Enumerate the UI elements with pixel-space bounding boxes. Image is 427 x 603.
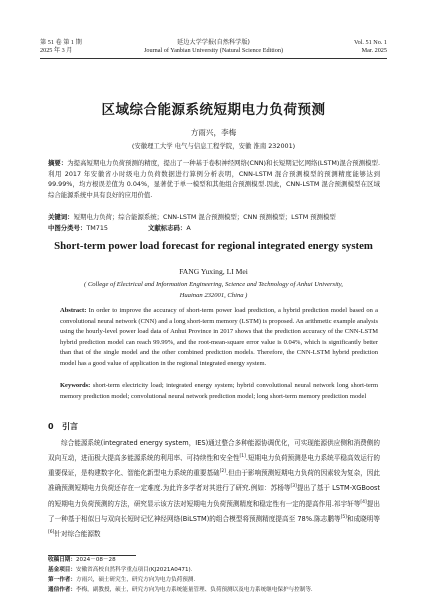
fund-label: 基金项目： [48,567,76,573]
abstract-cn-text: 为提高短期电力负荷预测的精度，提出了一种基于卷积神经网络(CNN)和长短期记忆网络(LSTM)混合预测模型.利用 2017 年安徽省小时级电力负荷数据进行算例分析表明，CNN-LSTM 混合预测模型的预测精度能够达到 99.99%，均方根误差值为 0.04%，显著优于单一模型和其他组合预测模型.因此，CNN-LSTM 混合预测模型在区域综合能源系统中具有良好的应用价值. [48,159,381,199]
section-title: 引言 [62,422,78,431]
citation-ref-3[interactable]: [3] [290,484,297,490]
affiliation-cn: (安徽理工大学 电气与信息工程学院，安徽 淮南 232001) [131,142,296,150]
header-journal-cn: 延边大学学报(自然科学版) [177,39,250,46]
citation-ref-6[interactable]: [6] [48,529,55,535]
abstract-cn-label: 摘要： [48,159,68,167]
header-vol-en: Vol. 51 No. 1 [353,39,387,46]
footnote-first-author [48,575,380,585]
paper-title-cn: 区域综合能源系统短期电力负荷预测 [101,102,326,118]
abstract-en-text: In order to improve the accuracy of short-term power load prediction, a hybrid prediction model based on a convolutional neural network (CNN) and a long short-term memory (LSTM) is proposed. An arithmetic example analysis using the hourly-level power load data of Anhui Province in 2017 shows that the prediction accuracy of the CNN-LSTM hybrid prediction model can reach 99.99%, and the root-mean-square error value is 0.04%, which is significantly better than that of the single model and the other combined prediction models. Therefore, the CNN-LSTM hybrid prediction model has a good value of application in the regional integrated energy system. [60,307,378,367]
intro-text-4: 提出了基于 LSTM-XGBoost 的短期电力负荷预测的方法，研究显示该方法对短期电力负荷预测精度和稳定性有一定的提高作用.祁宇轩等 [48,484,380,508]
authors-cn: 方雨兴，李梅 [190,128,237,137]
intro-text-5: 提出了一种基于相似日与双向长短时记忆神经网络(BiLSTM)的组合模型将预测精度提高至 78%.陈志鹏等 [48,499,380,523]
abstract-en [60,306,378,370]
keywords-en [60,381,378,402]
citation-ref-4[interactable]: [4] [360,499,367,505]
intro-text-6: 和成晓明等 [346,514,380,523]
footnote-fund [48,565,380,575]
header-journal-en: Journal of Yanbian University (Natural Science Edition) [143,47,283,54]
doc-code-label: 文献标志码： [147,224,187,232]
keywords-en-label: Keywords: [60,382,91,389]
citation-ref-1[interactable]: [1] [239,454,246,459]
footnote-received [48,555,380,565]
header-date-en: Mar. 2025 [361,47,387,54]
corresponding-text: 李梅，副教授，硕士，研究方向为电力系统能量管理、负荷预测以及电力系统继电保护与控制等. [75,587,313,593]
intro-paragraph [48,437,380,541]
clc-value: TM715 [86,224,108,232]
first-author-text: 方雨兴，硕士研究生，研究方向为电力负荷预测. [75,577,196,583]
keywords-cn [48,212,380,222]
header-volume-en [354,39,387,55]
affiliation-en-line1: ( College of Electrical and Information Engineering, Science and Technology of Anhui University, [84,281,343,288]
header-divider [40,58,387,59]
paper-title-en: Short-term power load forecast for regional integrated energy system [54,240,373,252]
header-vol-cn: 第 51 卷 第 1 期 [40,39,82,46]
doc-code-value: A [186,224,191,232]
section-number: 0 [48,422,54,431]
header-date-cn: 2025 年 3 月 [40,47,73,54]
authors-en: FANG Yuxing, LI Mei [179,267,248,276]
keywords-cn-label: 关键词： [48,213,74,221]
abstract-cn [48,158,380,200]
abstract-en-label: Abstract: [60,307,87,314]
footnote-corresponding [48,585,380,595]
affiliation-en-line2: Huainan 232001, China ) [179,292,248,299]
classification-cn [48,223,380,233]
intro-text-3: .但由于影响预测短期电力负荷的因素较为复杂，因此准确预测短期电力负荷还存在一定难度.为此许多学者对其进行了研究.例如：苏杨等 [48,469,380,493]
clc-label: 中图分类号： [48,224,87,232]
section-heading-intro [48,421,78,432]
citation-ref-2[interactable]: [2] [219,469,227,475]
fund-text: 安徽省高校自然科学重点项目(KJ2021A0471). [75,567,193,573]
keywords-cn-text: 短期电力负荷；综合能源系统；CNN-LSTM 混合预测模型；CNN 预测模型；LSTM 预测模型 [73,213,336,221]
keywords-en-text: short-term electricity load; integrated energy system; hybrid convolutional neural network long short-term memory prediction model; convolutional neural network prediction model; long short-term memory prediction model [60,382,378,400]
received-date: 2024－08－28 [75,557,116,563]
intro-text-1: 综合能源系统(integrated energy system，IES)通过整合多种能源协调优化，可实现能源供应侧和消费侧的双向互动，进而极大提高多能源系统的利用率、可持续性和安全性 [48,439,380,463]
corresponding-label: 通信作者： [48,587,76,593]
received-label: 收稿日期： [48,557,76,563]
citation-ref-5[interactable]: [5] [340,514,347,520]
intro-text-2: .短期电力负荷预测是电力系统平稳高效运行的重要保证，是构建数字化、智能化新型电力系统的重要基础 [48,454,380,478]
intro-text-7: 针对综合能源数 [54,530,101,539]
first-author-label: 第一作者： [48,577,76,583]
